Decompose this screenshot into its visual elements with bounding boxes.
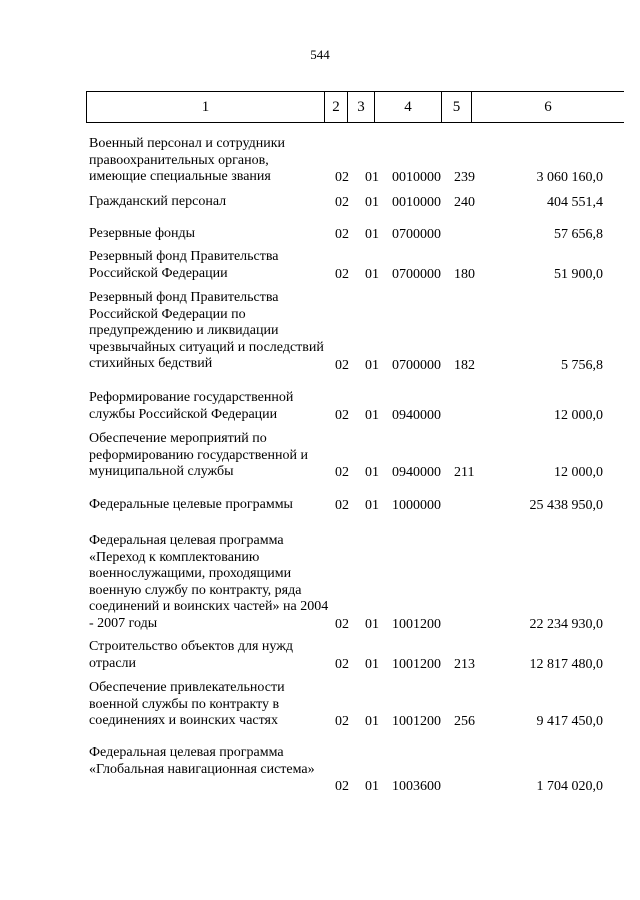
row-expense-type: 213 [454,656,475,672]
column-header-3: 3 [348,92,375,123]
column-header-4: 4 [375,92,442,123]
row-subsection: 01 [365,497,379,513]
row-description: Обеспечение привлекательности военной службы по контракту в соединениях и воинских частях [89,680,285,728]
table-row [0,194,640,211]
table-row [0,290,640,374]
row-description: Резервные фонды [89,226,196,241]
row-section: 02 [335,616,349,632]
row-expense-type: 240 [454,194,475,210]
row-subsection: 01 [365,464,379,480]
row-description: Резервный фонд Правительства Российской Федерации по предупреждению и ликвидации чрезвычайных ситуаций и последствий стихийных бедствий [89,290,324,371]
row-amount: 5 756,8 [561,357,603,373]
row-expense-type: 180 [454,266,475,282]
row-subsection: 01 [365,226,379,242]
row-amount: 1 704 020,0 [536,778,603,794]
row-description: Гражданский персонал [89,194,227,209]
row-subsection: 01 [365,616,379,632]
row-target-article: 0010000 [392,194,441,210]
table-row [0,680,640,730]
row-target-article: 1001200 [392,616,441,632]
row-section: 02 [335,713,349,729]
row-target-article: 1000000 [392,497,441,513]
row-subsection: 01 [365,713,379,729]
row-description: Федеральная целевая программа «Переход к комплектованию военнослужащими, проходящими военную службу по контракту, ряда соединений и воинских частей» на 2004 - 2007 годы [89,533,329,631]
row-amount: 22 234 930,0 [529,616,603,632]
row-expense-type: 256 [454,713,475,729]
row-section: 02 [335,778,349,794]
row-subsection: 01 [365,357,379,373]
row-amount: 12 817 480,0 [529,656,603,672]
row-subsection: 01 [365,407,379,423]
row-description: Резервный фонд Правительства Российской Федерации [89,249,279,281]
row-amount: 25 438 950,0 [529,497,603,513]
row-target-article: 0700000 [392,226,441,242]
row-section: 02 [335,357,349,373]
column-header-1: 1 [87,92,325,123]
row-amount: 12 000,0 [554,464,603,480]
column-header-table [86,91,624,123]
row-target-article: 0010000 [392,169,441,185]
column-header-2: 2 [325,92,348,123]
row-description: Реформирование государственной службы Российской Федерации [89,390,294,422]
table-row [0,497,640,514]
row-section: 02 [335,194,349,210]
row-subsection: 01 [365,169,379,185]
row-target-article: 0700000 [392,266,441,282]
row-target-article: 0940000 [392,464,441,480]
row-section: 02 [335,226,349,242]
row-section: 02 [335,407,349,423]
row-amount: 404 551,4 [547,194,603,210]
row-description: Федеральные целевые программы [89,497,293,512]
page-number: 544 [310,47,330,62]
row-target-article: 1001200 [392,713,441,729]
row-section: 02 [335,169,349,185]
table-row [0,136,640,186]
row-target-article: 0700000 [392,357,441,373]
row-expense-type: 182 [454,357,475,373]
row-expense-type: 239 [454,169,475,185]
table-row [0,745,640,795]
row-subsection: 01 [365,266,379,282]
row-target-article: 1003600 [392,778,441,794]
table-row [0,431,640,481]
row-target-article: 0940000 [392,407,441,423]
table-row [0,249,640,283]
row-description: Обеспечение мероприятий по реформированию государственной и муниципальной службы [89,431,308,479]
row-section: 02 [335,656,349,672]
row-subsection: 01 [365,194,379,210]
column-header-5: 5 [442,92,472,123]
row-target-article: 1001200 [392,656,441,672]
table-row [0,639,640,673]
column-header-6: 6 [472,92,625,123]
row-section: 02 [335,266,349,282]
row-section: 02 [335,464,349,480]
row-amount: 9 417 450,0 [536,713,603,729]
row-subsection: 01 [365,778,379,794]
table-row [0,390,640,424]
table-row [0,533,640,633]
row-description: Военный персонал и сотрудники правоохранительных органов, имеющие специальные звания [89,136,285,184]
row-expense-type: 211 [454,464,475,480]
row-subsection: 01 [365,656,379,672]
row-amount: 57 656,8 [554,226,603,242]
row-description: Федеральная целевая программа «Глобальная навигационная система» [89,745,315,777]
row-amount: 51 900,0 [554,266,603,282]
row-description: Строительство объектов для нужд отрасли [89,639,294,671]
row-amount: 12 000,0 [554,407,603,423]
row-amount: 3 060 160,0 [536,169,603,185]
table-row [0,226,640,243]
row-section: 02 [335,497,349,513]
